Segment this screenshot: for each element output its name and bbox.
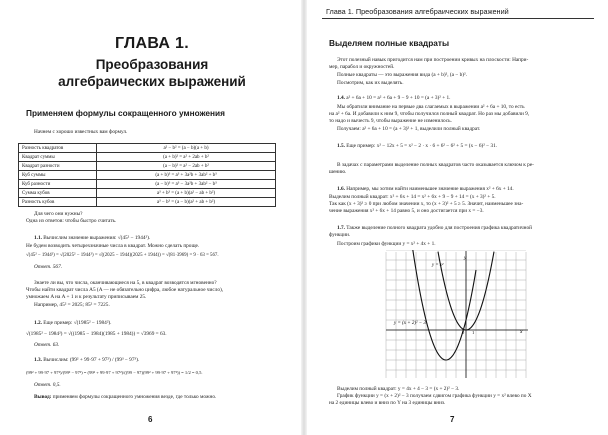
example-1-2-answer: Ответ. 63. bbox=[34, 342, 60, 348]
section-title-formulas: Применяем формулы сокращенного умножения bbox=[26, 108, 225, 118]
example-1-1-line2: Не будем возводить четырехзначные числа в квадрат. Можно сделать проще. bbox=[26, 243, 200, 249]
example-1-7 bbox=[337, 225, 532, 231]
example-text: Например, мы хотим найти наименьшее значение выражения x² + 6x + 14. bbox=[346, 186, 514, 192]
conclusion-text: применяем формулы сокращенного умножения везде, где только можно. bbox=[52, 394, 217, 400]
para-4: В задачах с параметрами выделение полных квадратов часто оказывается ключом к ре- bbox=[337, 162, 534, 168]
intro-text: Начнем с хорошо известных вам формул. bbox=[34, 129, 128, 135]
running-head-rule bbox=[322, 18, 594, 19]
para-1: Этот полезный навык пригодится нам при построении кривых на плоскости: Напри- bbox=[337, 57, 529, 63]
formula-expression: (a − b)³ = a³ − 3a²b + 3ab² − b³ bbox=[97, 180, 276, 189]
example-1-6-l4: чение выражения x² + 6x + 14 равно 5, и оно достигается при x = −3. bbox=[329, 208, 484, 214]
running-head: Глава 1. Преобразования алгебраических выражений bbox=[326, 7, 509, 16]
example-1-6 bbox=[337, 186, 514, 192]
example-text: Вычислим значение выражения: √(45² − 1944²). bbox=[43, 235, 151, 241]
example-text: Еще пример: √(1985² − 1984²). bbox=[43, 320, 112, 326]
formula-name: Сумма кубов bbox=[19, 189, 97, 198]
section-title-squares: Выделяем полные квадраты bbox=[329, 38, 450, 48]
tip-line-3: умножаем A на A + 1 и к результату приписываем 25. bbox=[26, 294, 147, 300]
example-1-4-l2: Мы обратили внимание на первые два слагаемых в выражении a² + 6a + 10, то есть bbox=[337, 104, 525, 110]
formulas-table bbox=[18, 143, 276, 207]
formula-name: Разность кубов bbox=[19, 198, 97, 207]
formula-expression: (a + b)³ = a³ + 3a²b + 3ab² + b³ bbox=[97, 171, 276, 180]
parabola-graph bbox=[380, 250, 530, 380]
label-y-x-squared: y = x² bbox=[432, 263, 444, 268]
para-4b: шению. bbox=[329, 169, 347, 175]
answer-text: Одна из ответов: чтобы быстро считать. bbox=[26, 218, 117, 224]
formula-expression: (a − b)² = a² − 2ab + b² bbox=[97, 162, 276, 171]
example-1-4-l4: то надо и вычесть 9, чтобы выражение не изменилось. bbox=[329, 118, 452, 124]
example-1-7-l2: функции. bbox=[329, 232, 351, 238]
question-text: Для чего они нужны? bbox=[34, 211, 83, 217]
chapter-title: ГЛАВА 1. bbox=[115, 35, 189, 52]
page-number-left: 6 bbox=[148, 415, 153, 424]
after-graph-2: График функции y = (x + 2)² − 3 получаем сдвигом графика функции y = x² влево по X bbox=[337, 393, 532, 399]
after-graph-1: Выделим полный квадрат: y = 4x + 4 − 3 = (x + 2)² − 3. bbox=[337, 386, 460, 392]
formula-row bbox=[19, 153, 276, 162]
after-graph-3: на 2 единицы влево и вниз по Y на 3 единицы вниз. bbox=[329, 400, 446, 406]
example-text: Также выделение полного квадрата удобно для построения графика квадратичной bbox=[346, 225, 532, 231]
label-x-axis: x bbox=[520, 329, 523, 335]
formula-name: Куб разности bbox=[19, 180, 97, 189]
formula-name: Куб суммы bbox=[19, 171, 97, 180]
formula-row bbox=[19, 162, 276, 171]
formula-row bbox=[19, 189, 276, 198]
right-page bbox=[304, 0, 608, 435]
example-1-2 bbox=[34, 320, 112, 326]
formula-expression: (a + b)² = a² + 2ab + b² bbox=[97, 153, 276, 162]
label-shifted-parabola: y = (x + 2)² − 3 bbox=[394, 321, 426, 326]
page-number-right: 7 bbox=[450, 415, 455, 424]
chapter-subtitle-line1: Преобразования bbox=[95, 57, 209, 72]
example-1-6-l3: Так как (x + 3)² ≥ 0 при любом значении x, то (x + 3)² + 5 ≥ 5. Значит, наименьшее зна- bbox=[329, 201, 524, 207]
example-1-5 bbox=[337, 143, 497, 149]
example-1-4-l3: на a² + 6a. И добавили к ним 9, чтобы получился полный квадрат. Но раз мы добавили 9, bbox=[329, 111, 530, 117]
example-number: 1.1. bbox=[34, 235, 42, 241]
label-one: 1 bbox=[472, 330, 475, 335]
example-number: 1.6. bbox=[337, 186, 345, 192]
example-number: 1.4. bbox=[337, 95, 345, 101]
example-1-3 bbox=[34, 357, 139, 363]
formula-name: Квадрат разности bbox=[19, 162, 97, 171]
example-number: 1.7. bbox=[337, 225, 345, 231]
formula-row bbox=[19, 198, 276, 207]
graph-grid bbox=[386, 250, 526, 378]
example-1-7-l3: Построим графики функции y = x² + 4x + 1. bbox=[337, 241, 436, 247]
formula-name: Разность квадратов bbox=[19, 144, 97, 153]
example-text: Вычислим: (99² + 99·97 + 97²) / (99³ − 97³). bbox=[43, 357, 140, 363]
example-1-3-answer: Ответ. 0,5. bbox=[34, 382, 61, 388]
example-number: 1.3. bbox=[34, 357, 42, 363]
example-number: 1.2. bbox=[34, 320, 42, 326]
formula-name: Квадрат суммы bbox=[19, 153, 97, 162]
conclusion-label: Вывод: bbox=[34, 394, 52, 400]
chapter-subtitle-line2: алгебраических выражений bbox=[58, 74, 246, 89]
example-1-1 bbox=[34, 235, 150, 241]
tip-line-1: Знаете ли вы, что числа, оканчивающиеся на 5, в квадрат возводятся мгновенно? bbox=[34, 280, 217, 286]
example-1-6-l2: Выделим полный квадрат: x² + 6x + 14 = x² + 6x + 9 − 9 + 14 = (x + 3)² + 5. bbox=[329, 194, 496, 200]
example-1-4 bbox=[337, 95, 451, 101]
para-3: Посмотрим, как их выделять. bbox=[337, 80, 404, 86]
formula-expression: a³ + b³ = (a + b)(a² − ab + b²) bbox=[97, 189, 276, 198]
example-1-2-calc: √(1985² − 1984²) = √((1985 − 1984)(1985 + 1984)) = √3969 = 63. bbox=[26, 331, 167, 337]
tip-line-4: Например, 45² = 2025; 85² = 7225. bbox=[34, 302, 110, 308]
label-origin: 0 bbox=[462, 330, 465, 335]
example-1-1-answer: Ответ. 567. bbox=[34, 264, 63, 270]
formula-expression: a³ − b³ = (a − b)(a² + ab + b²) bbox=[97, 198, 276, 207]
tip-line-2: Чтобы найти квадрат числа A5 (A — не обязательно цифра, любое натуральное число), bbox=[26, 287, 224, 293]
para-2: Полные квадраты — это выражения вида (a + b)², (a − b)². bbox=[337, 72, 467, 78]
conclusion bbox=[34, 394, 216, 400]
example-number: 1.5. bbox=[337, 143, 345, 149]
formula-row bbox=[19, 144, 276, 153]
formula-row bbox=[19, 171, 276, 180]
label-y-axis: y bbox=[464, 255, 467, 261]
formula-row bbox=[19, 180, 276, 189]
formula-expression: a² − b² = (a − b)(a + b) bbox=[97, 144, 276, 153]
example-text: a² + 6a + 10 = a² + 6a + 9 − 9 + 10 = (a + 3)² + 1. bbox=[346, 95, 451, 101]
para-1b: мер, парабол и окружностей. bbox=[329, 64, 395, 70]
example-1-4-l5: Получаем: a² + 6a + 10 = (a + 3)² + 1, выделили полный квадрат. bbox=[337, 126, 481, 132]
example-text: Еще пример: x² − 12x + 5 = x² − 2 · x · 6 + 6² − 6² + 5 = (x − 6)² − 31. bbox=[346, 143, 498, 149]
example-1-3-calc: (99² + 99·97 + 97²)/(99³ − 97³) = (99² + 99·97 + 97²)/((99 − 97)(99² + 99·97 + 97²)) = 1/2 = 0,5. bbox=[26, 370, 203, 375]
example-1-1-calc: √(45² − 1944²) = √(2025² − 1944²) = √((2025 − 1944)(2025 + 1944)) = √(81·3969) = 9 · 63 = 567. bbox=[26, 253, 219, 258]
